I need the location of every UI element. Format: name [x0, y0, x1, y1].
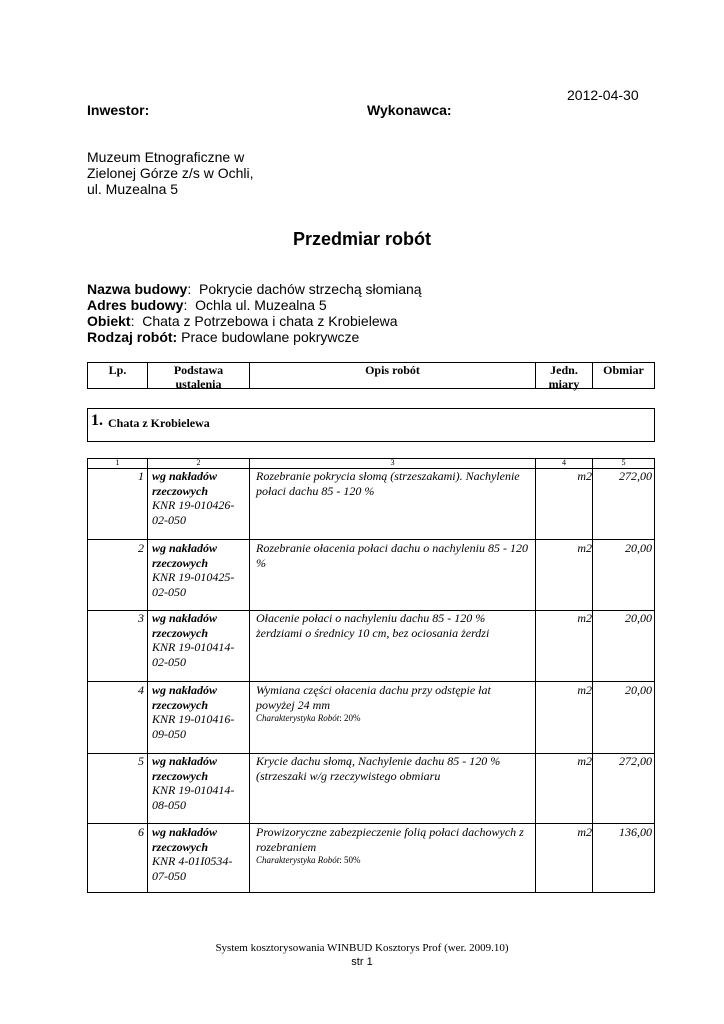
- item-quantity: 272,00: [619, 469, 652, 483]
- project-address-row: Adres budowy: Ochla ul. Muzealna 5: [87, 297, 327, 313]
- footer-page-number: str 1: [351, 956, 373, 968]
- column-number: 4: [562, 458, 566, 467]
- item-unit: m2: [577, 754, 592, 768]
- section-heading: [87, 408, 655, 442]
- item-unit: m2: [577, 611, 592, 625]
- item-unit: m2: [577, 683, 592, 697]
- column-number: 2: [196, 458, 201, 467]
- item-basis: wg nakładów rzeczowych KNR 19-010416- 09-050: [152, 683, 235, 741]
- section-name: Chata z Krobielewa: [108, 416, 210, 430]
- item-description: Rozebranie pokrycia słomą (strzeszakami). Nachylenie połaci dachu 85 - 120 %: [256, 469, 520, 498]
- item-characteristic: Charakterystyka Robót: 50%: [256, 855, 361, 865]
- table-header: [87, 362, 655, 389]
- investor-line: Muzeum Etnograficzne w: [87, 149, 245, 165]
- item-basis: wg nakładów rzeczowych KNR 19-010414- 08-050: [152, 754, 235, 812]
- project-object-row: Obiekt: Chata z Potrzebowa i chata z Krobielewa: [87, 313, 398, 329]
- project-name-value: Pokrycie dachów strzechą słomianą: [191, 281, 422, 297]
- item-description: Prowizoryczne zabezpieczenie folią połaci dachowych z rozebraniem Charakterystyka Robót: 50%: [256, 825, 536, 866]
- item-basis: wg nakładów rzeczowych KNR 4-01I0534- 07-050: [152, 825, 233, 883]
- project-info: [87, 281, 422, 345]
- investor-label: Inwestor:: [87, 102, 150, 118]
- column-divider: [592, 459, 593, 892]
- project-object-label: Obiekt: [87, 313, 131, 329]
- row-divider: [88, 539, 654, 540]
- item-lp: 2: [138, 541, 144, 555]
- item-quantity: 20,00: [625, 541, 652, 555]
- page-title: Przedmiar robót: [292, 229, 432, 249]
- item-basis: wg nakładów rzeczowych KNR 19-010426- 02-050: [152, 469, 235, 527]
- project-type-label: Rodzaj robót:: [87, 329, 178, 345]
- page-footer: [0, 941, 724, 969]
- column-divider: [147, 459, 148, 892]
- header-lp: Lp.: [88, 363, 148, 388]
- header-quantity: Obmiar: [603, 363, 644, 377]
- footer-software: System kosztorysowania WINBUD Kosztorys Prof (wer. 2009.10): [215, 942, 509, 954]
- column-number: 3: [390, 458, 395, 467]
- item-lp: 6: [138, 825, 144, 839]
- investor-line: Zielonej Górze z/s w Ochli,: [87, 165, 254, 181]
- investor-address: [87, 149, 254, 197]
- header-unit: Jedn. miary: [536, 363, 593, 388]
- contractor-label: Wykonawca:: [367, 102, 452, 118]
- item-lp: 1: [138, 469, 144, 483]
- item-description: Ołacenie połaci o nachyleniu dachu 85 - 120 % żerdziami o średnicy 10 cm, bez ociosania żerdzi: [256, 611, 490, 640]
- item-quantity: 136,00: [619, 825, 652, 839]
- item-lp: 4: [138, 683, 144, 697]
- item-description: Wymiana części ołacenia dachu przy odstępie łat powyżej 24 mm Charakterystyka Robót: 20%: [256, 683, 536, 724]
- document-date: 2012-04-30: [567, 87, 639, 103]
- header-description: Opis robót: [250, 363, 536, 388]
- project-type-row: [87, 329, 422, 345]
- project-address-value: Ochla ul. Muzealna 5: [187, 297, 327, 313]
- item-lp: 5: [138, 754, 144, 768]
- row-divider: [88, 681, 654, 682]
- project-object-value: Chata z Potrzebowa i chata z Krobielewa: [134, 313, 398, 329]
- project-name-label: Nazwa budowy: [87, 281, 188, 297]
- item-unit: m2: [577, 825, 592, 839]
- items-table: [87, 458, 655, 893]
- column-divider: [249, 459, 250, 892]
- item-lp: 3: [138, 611, 144, 625]
- header-basis: Podstawa ustalenia: [148, 363, 250, 388]
- item-unit: m2: [577, 541, 592, 555]
- project-address-label: Adres budowy: [87, 297, 184, 313]
- item-basis: wg nakładów rzeczowych KNR 19-010425- 02-050: [152, 541, 235, 599]
- item-quantity: 272,00: [619, 754, 652, 768]
- project-type-value: Prace budowlane pokrywcze: [177, 329, 360, 345]
- section-number: 1.: [91, 412, 103, 429]
- item-quantity: 20,00: [625, 683, 652, 697]
- item-quantity: 20,00: [625, 611, 652, 625]
- item-description: Krycie dachu słomą, Nachylenie dachu 85 - 120 % (strzeszaki w/g rzeczywistego obmiaru: [256, 754, 501, 783]
- row-divider: [88, 823, 654, 824]
- column-number: 5: [621, 458, 626, 467]
- item-description: Rozebranie ołacenia połaci dachu o nachyleniu 85 - 120 %: [256, 541, 528, 570]
- column-number: 1: [115, 458, 120, 467]
- item-unit: m2: [577, 469, 592, 483]
- investor-line: ul. Muzealna 5: [87, 181, 179, 197]
- item-characteristic: Charakterystyka Robót: 20%: [256, 713, 361, 723]
- item-basis: wg nakładów rzeczowych KNR 19-010414- 02-050: [152, 611, 235, 669]
- project-name-row: Nazwa budowy: Pokrycie dachów strzechą słomianą: [87, 281, 422, 297]
